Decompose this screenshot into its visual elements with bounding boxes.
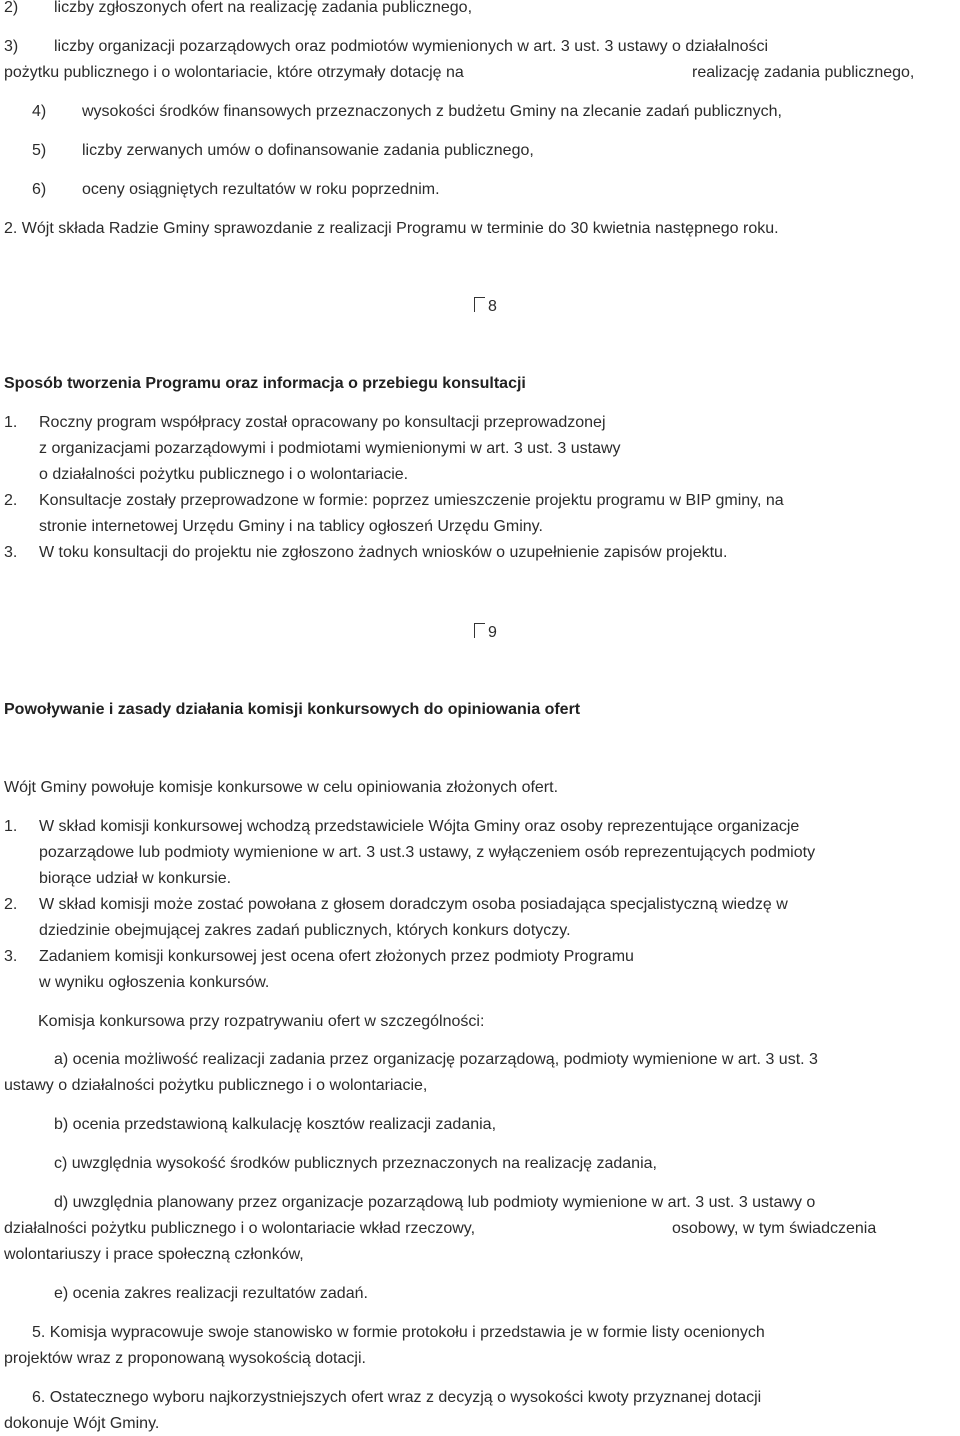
- item-line: W skład komisji może zostać powołana z głosem doradczym osoba posiadająca specjalistyczną wiedzę w: [39, 896, 788, 913]
- section-heading: Sposób tworzenia Programu oraz informacja o przebiegu konsultacji: [4, 375, 526, 392]
- item-line: w wyniku ogłoszenia konkursów.: [39, 974, 270, 991]
- item-line: stronie internetowej Urzędu Gminy i na tablicy ogłoszeń Urzędu Gminy.: [39, 518, 543, 535]
- paragraph: 6. Ostatecznego wyboru najkorzystniejszych ofert wraz z decyzją o wysokości kwoty przyznanej dotacji: [32, 1389, 762, 1406]
- item-line: W skład komisji konkursowej wchodzą przedstawiciele Wójta Gminy oraz osoby reprezentujące organizacje: [39, 818, 800, 835]
- item-num: 3.: [4, 948, 18, 965]
- list-text-continuation: pożytku publicznego i o wolontariacie, które otrzymały dotację na: [4, 64, 464, 81]
- section-sign-icon: [474, 297, 485, 312]
- section-number: 8: [488, 298, 497, 315]
- item-line: o działalności pożytku publicznego i o wolontariacie.: [39, 466, 409, 483]
- criteria-line: d) uwzględnia planowany przez organizacje pozarządową lub podmioty wymienione w art. 3 ust. 3 ustawy o: [54, 1194, 816, 1211]
- item-num: 2.: [4, 492, 18, 509]
- item-num: 1.: [4, 414, 18, 431]
- section-sign-icon: [474, 623, 485, 638]
- paragraph: Wójt Gminy powołuje komisje konkursowe w celu opiniowania złożonych ofert.: [4, 779, 559, 796]
- paragraph: projektów wraz z proponowaną wysokością dotacji.: [4, 1350, 366, 1367]
- item-line: dziedzinie obejmującej zakres zadań publicznych, których konkurs dotyczy.: [39, 922, 571, 939]
- list-text: liczby organizacji pozarządowych oraz podmiotów wymienionych w art. 3 ust. 3 ustawy o działalności: [54, 38, 769, 55]
- list-text: liczby zgłoszonych ofert na realizację zadania publicznego,: [54, 0, 473, 16]
- list-num: 5): [32, 142, 47, 159]
- item-line: Konsultacje zostały przeprowadzone w formie: poprzez umieszczenie projektu programu w BIP gminy, na: [39, 492, 784, 509]
- paragraph: dokonuje Wójt Gminy.: [4, 1415, 160, 1432]
- list-num: 4): [32, 103, 47, 120]
- list-num: 2): [4, 0, 19, 16]
- item-line: Roczny program współpracy został opracowany po konsultacji przeprowadzonej: [39, 414, 606, 431]
- paragraph: Komisja konkursowa przy rozpatrywaniu ofert w szczególności:: [38, 1013, 485, 1030]
- paragraph: 2. Wójt składa Radzie Gminy sprawozdanie z realizacji Programu w terminie do 30 kwietnia następnego roku.: [4, 220, 779, 237]
- list-text-continuation: realizację zadania publicznego,: [692, 64, 915, 81]
- list-text: wysokości środków finansowych przeznaczonych z budżetu Gminy na zlecanie zadań publicznych,: [82, 103, 782, 120]
- criteria-line: b) ocenia przedstawioną kalkulację kosztów realizacji zadania,: [54, 1116, 497, 1133]
- section-number: 9: [488, 624, 497, 641]
- list-num: 3): [4, 38, 19, 55]
- item-num: 1.: [4, 818, 18, 835]
- list-text: oceny osiągniętych rezultatów w roku poprzednim.: [82, 181, 440, 198]
- item-line: Zadaniem komisji konkursowej jest ocena ofert złożonych przez podmioty Programu: [39, 948, 634, 965]
- item-line: W toku konsultacji do projektu nie zgłoszono żadnych wniosków o uzupełnienie zapisów projektu.: [39, 544, 728, 561]
- criteria-line: a) ocenia możliwość realizacji zadania przez organizację pozarządową, podmioty wymienione w art. 3 ust. 3: [54, 1051, 818, 1068]
- paragraph: 5. Komisja wypracowuje swoje stanowisko w formie protokołu i przedstawia je w formie listy ocenionych: [32, 1324, 765, 1341]
- section-heading: Powoływanie i zasady działania komisji konkursowych do opiniowania ofert: [4, 701, 581, 718]
- item-num: 2.: [4, 896, 18, 913]
- criteria-line: wolontariuszy i prace społeczną członków,: [4, 1246, 304, 1263]
- list-num: 6): [32, 181, 47, 198]
- criteria-line: e) ocenia zakres realizacji rezultatów zadań.: [54, 1285, 368, 1302]
- criteria-line: działalności pożytku publicznego i o wolontariacie wkład rzeczowy,: [4, 1220, 476, 1237]
- criteria-line: c) uwzględnia wysokość środków publicznych przeznaczonych na realizację zadania,: [54, 1155, 657, 1172]
- list-text: liczby zerwanych umów o dofinansowanie zadania publicznego,: [82, 142, 534, 159]
- item-line: biorące udział w konkursie.: [39, 870, 232, 887]
- criteria-line: ustawy o działalności pożytku publicznego i o wolontariacie,: [4, 1077, 428, 1094]
- item-line: pozarządowe lub podmioty wymienione w art. 3 ust.3 ustawy, z wyłączeniem osób reprezentujących podmioty: [39, 844, 816, 861]
- item-line: z organizacjami pozarządowymi i podmiotami wymienionymi w art. 3 ust. 3 ustawy: [39, 440, 621, 457]
- item-num: 3.: [4, 544, 18, 561]
- criteria-line: osobowy, w tym świadczenia: [672, 1220, 877, 1237]
